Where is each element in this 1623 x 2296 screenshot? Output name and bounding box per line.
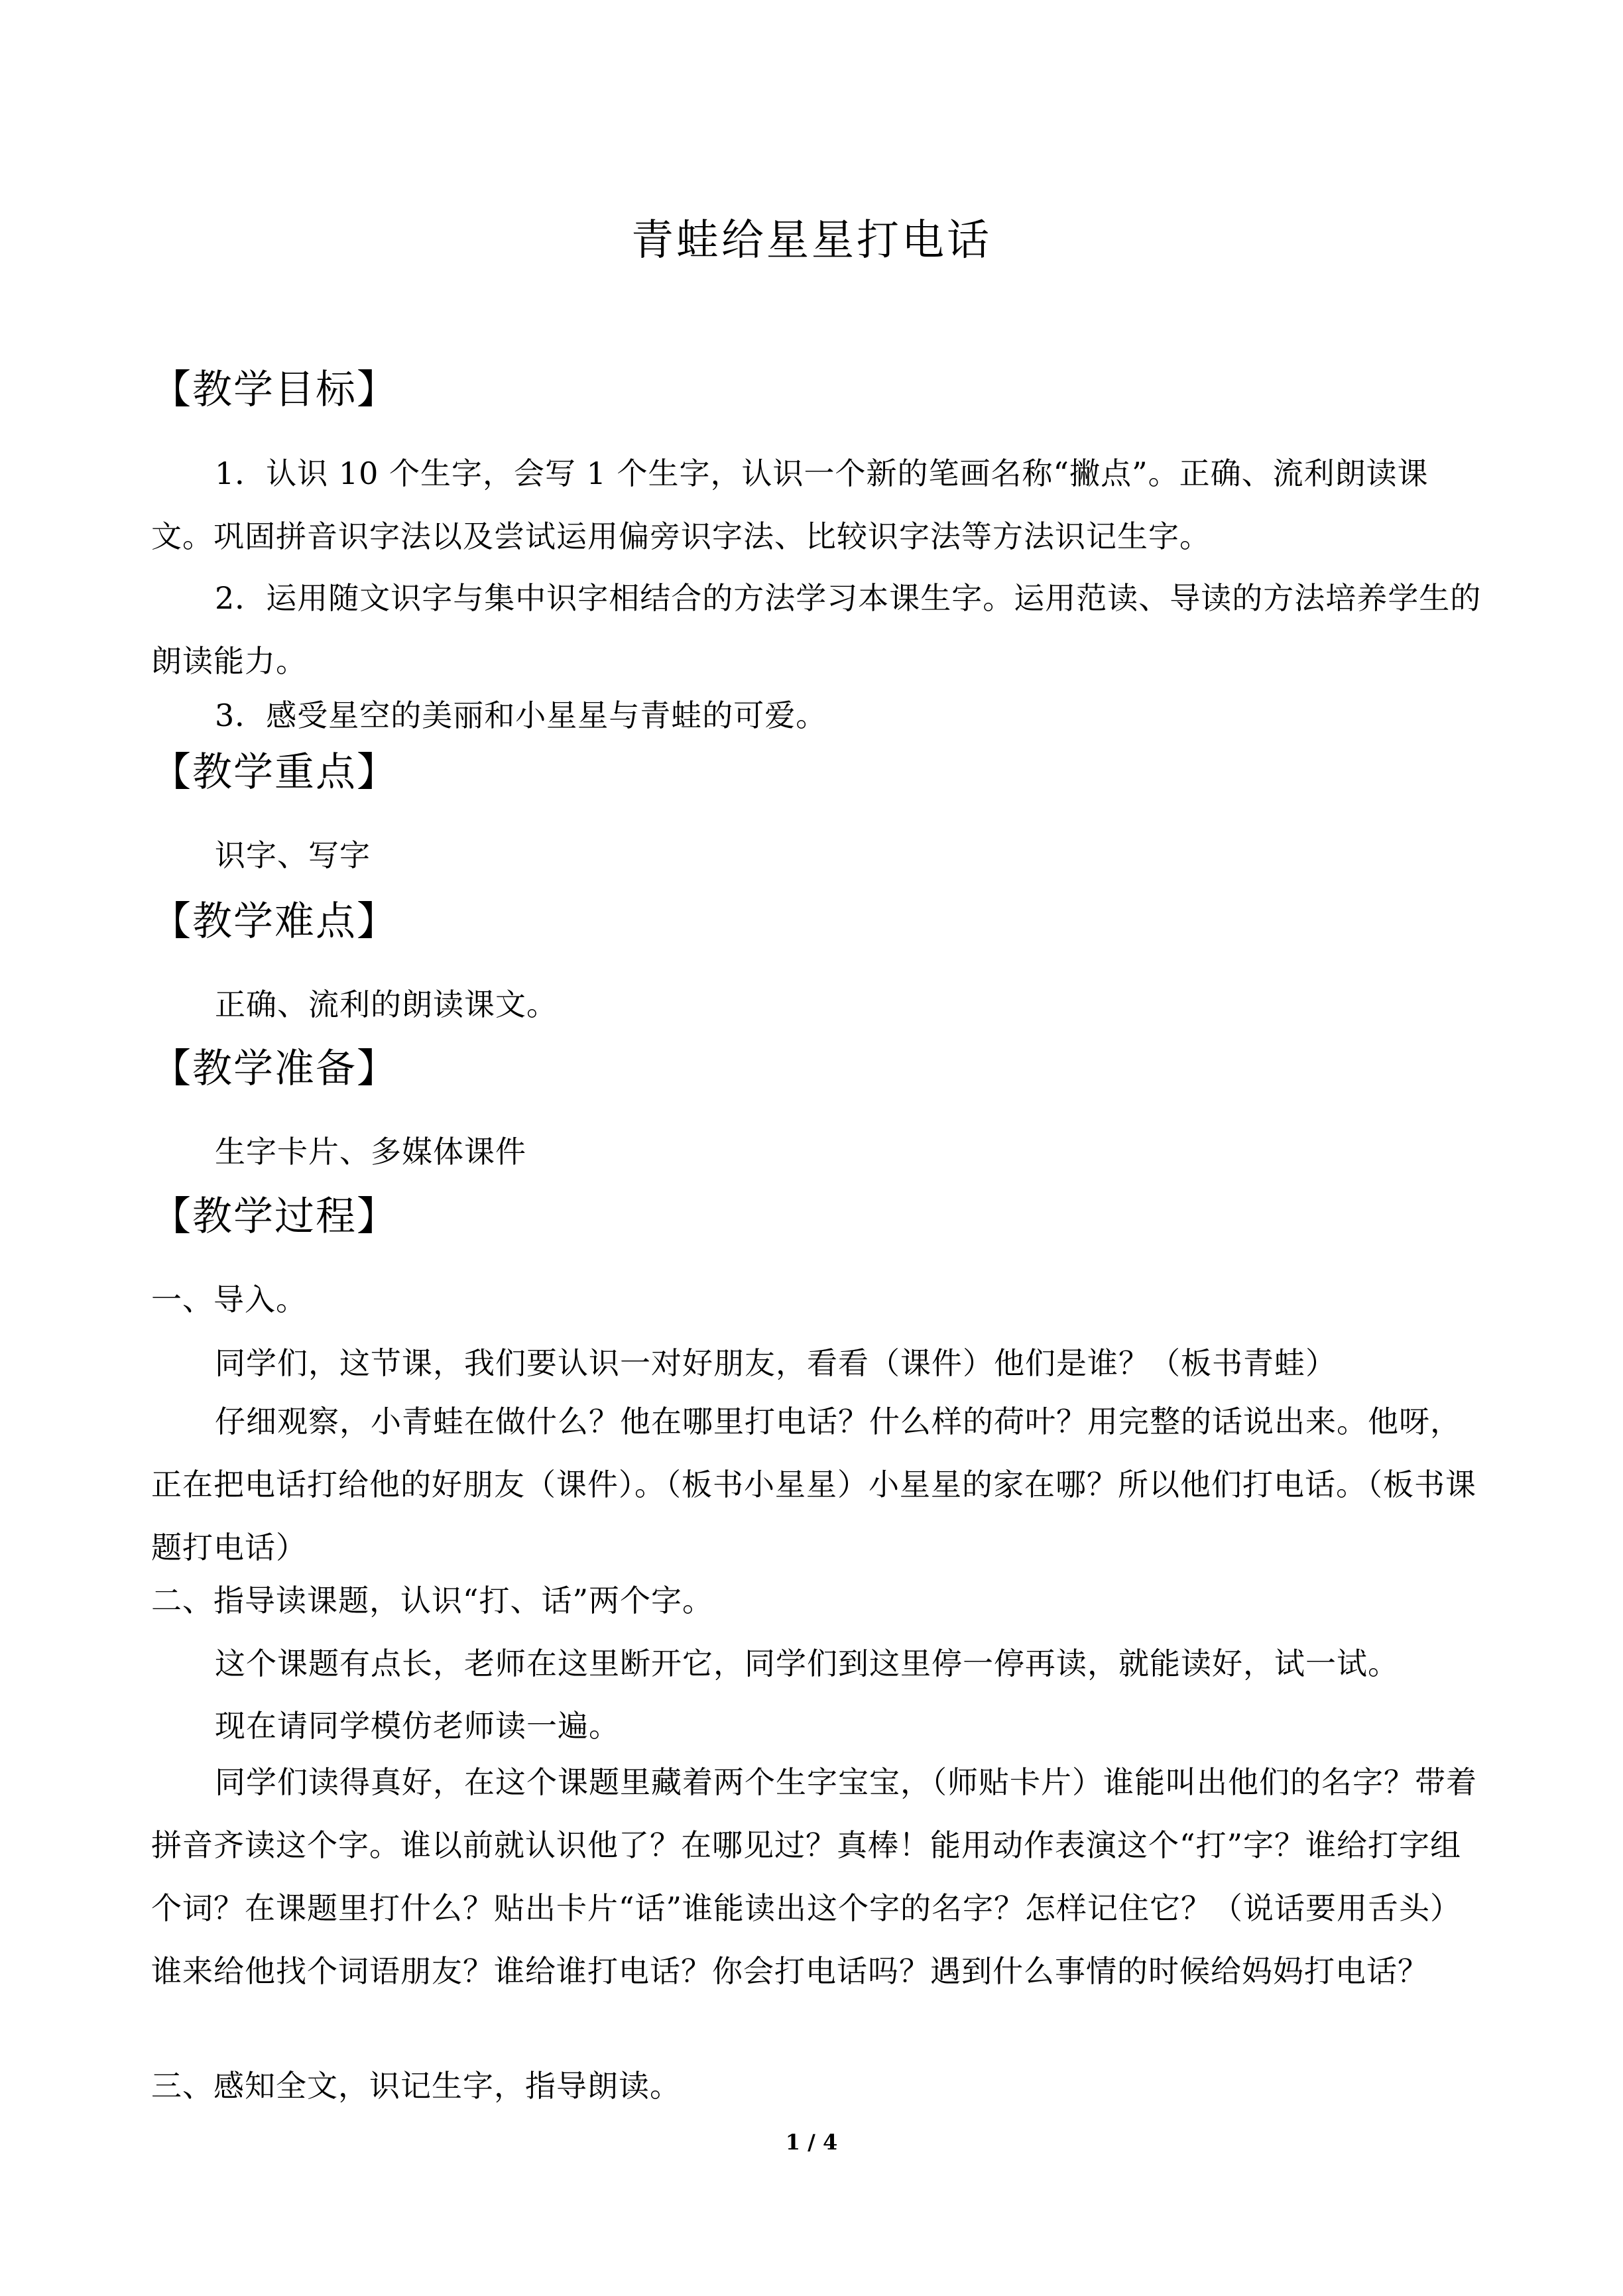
heading-key-points: 【教学重点】 [151, 749, 398, 796]
process-step-2: 二、指导读课题，认识“打、话”两个字。 [151, 1583, 714, 1618]
goal-item-3: 3．感受星空的美丽和小星星与青蛙的可爱。 [215, 697, 827, 733]
heading-preparation: 【教学准备】 [151, 1046, 398, 1092]
step-2-paragraph-1: 这个课题有点长，老师在这里断开它，同学们到这里停一停再读，就能读好，试一试。 [215, 1646, 1399, 1681]
difficulties-text: 正确、流利的朗读课文。 [215, 987, 558, 1022]
step-2-paragraph-2: 现在请同学模仿老师读一遍。 [215, 1708, 620, 1744]
heading-process: 【教学过程】 [151, 1193, 398, 1240]
process-step-1: 一、导入。 [151, 1282, 307, 1317]
step-1-paragraph-2: 仔细观察，小青蛙在做什么？他在哪里打电话？什么样的荷叶？用完整的话说出来。他呀，正在把电话打给他的好朋友（课件）。（板书小星星）小星星的家在哪？所以他们打电话。（板书课题打电话） [151, 1404, 1476, 1565]
page-number: 1 / 4 [785, 2130, 838, 2155]
heading-difficulties: 【教学难点】 [151, 898, 398, 945]
process-step-3: 三、感知全文，识记生字，指导朗读。 [151, 2068, 681, 2104]
document-title: 青蛙给星星打电话 [631, 216, 992, 265]
step-2-paragraph-3: 同学们读得真好，在这个课题里藏着两个生字宝宝，（师贴卡片）谁能叫出他们的名字？带着拼音齐读这个字。谁以前就认识他了？在哪见过？真棒！能用动作表演这个“打”字？谁给打字组个词？在课题里打什么？贴出卡片“话”谁能读出这个字的名字？怎样记住它？（说话要用舌头）谁来给他找个词语朋友？谁给谁打电话？你会打电话吗？遇到什么事情的时候给妈妈打电话？ [151, 1764, 1477, 1989]
heading-goals: 【教学目标】 [151, 367, 398, 413]
goal-item-1: 1．认识 10 个生字，会写 1 个生字，认识一个新的笔画名称“撇点”。正确、流利朗读课文。巩固拼音识字法以及尝试运用偏旁识字法、比较识字法等方法识记生字。 [151, 455, 1429, 554]
goal-item-2: 2．运用随文识字与集中识字相结合的方法学习本课生字。运用范读、导读的方法培养学生的朗读能力。 [151, 580, 1482, 679]
preparation-text: 生字卡片、多媒体课件 [215, 1134, 526, 1170]
step-1-paragraph-1: 同学们，这节课，我们要认识一对好朋友，看看（课件）他们是谁？（板书青蛙） [215, 1345, 1337, 1381]
key-points-text: 识字、写字 [215, 837, 371, 873]
